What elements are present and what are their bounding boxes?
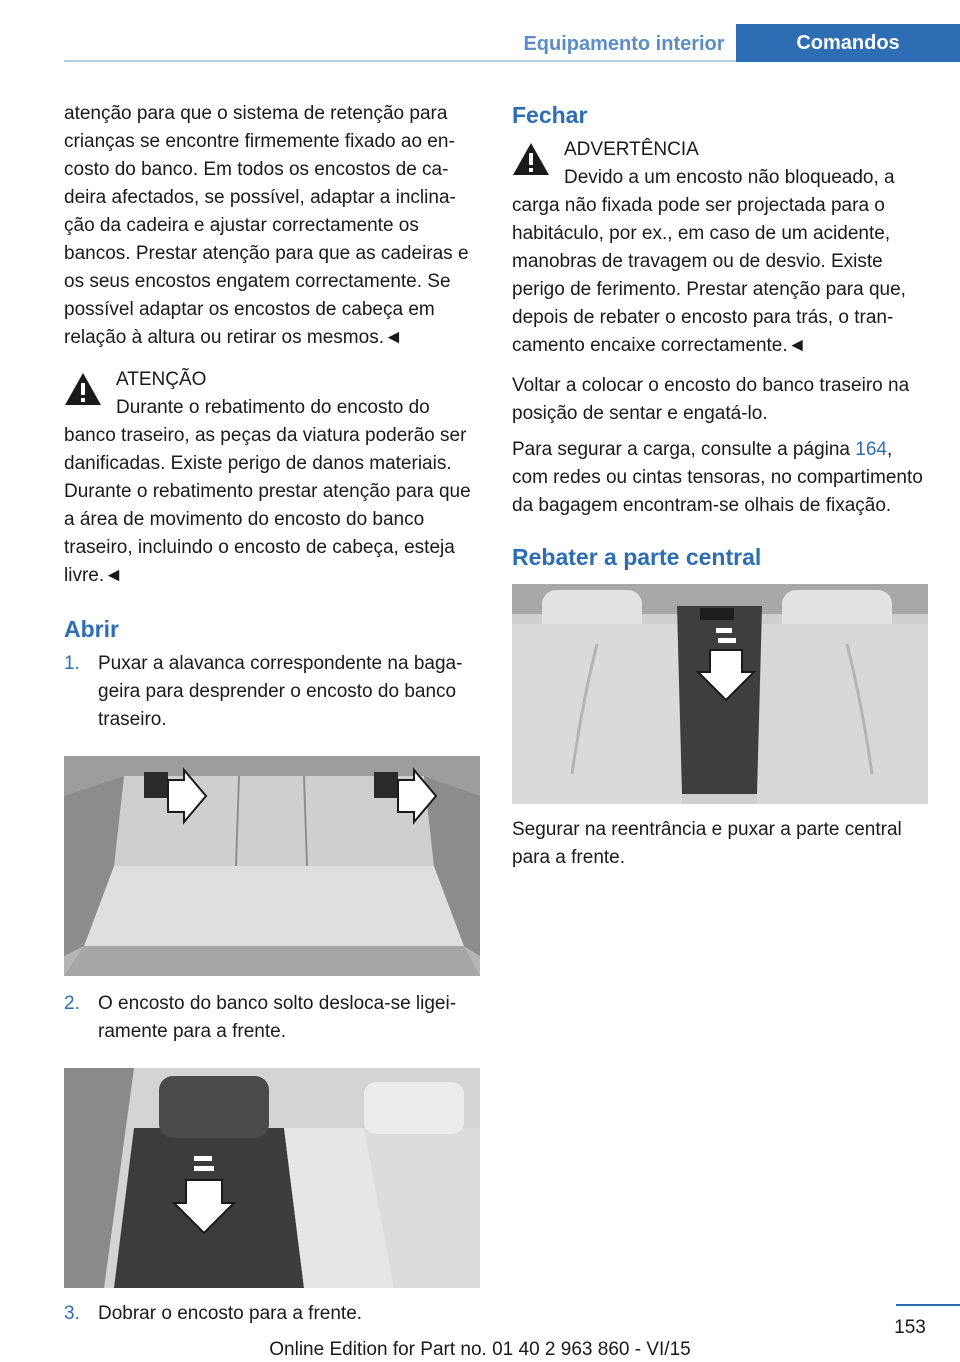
warning-text: carga não fixada pode ser projectada para o habitáculo, por ex., em caso de um acidente, manobras de travagem ou de desvio. Existe perigo de ferimento. Prestar atenção para que, depois de rebater o encosto para trás, o trancamento encaixe correctamente.◄ — [512, 195, 906, 356]
trunk-illustration — [64, 756, 480, 976]
step-text: Puxar a alavanca correspondente na bagageira para desprender o encosto do banco traseiro. — [98, 653, 463, 730]
paragraph-secure-cargo — [512, 436, 928, 520]
step-number: 3. — [64, 1303, 80, 1324]
step-number: 1. — [64, 653, 80, 674]
center-armrest-illustration — [512, 584, 928, 804]
warning-text-first-line: Durante o rebatimento do encosto do — [116, 397, 430, 418]
caption-center-armrest: Segurar na reentrância e puxar a parte central para a frente. — [512, 819, 902, 868]
warning-title: ADVERTÊNCIA — [564, 139, 699, 160]
warning-triangle-icon — [64, 372, 102, 406]
step-item — [64, 1300, 480, 1328]
step-number: 2. — [64, 993, 80, 1014]
step-item — [64, 990, 480, 1046]
right-column — [512, 100, 928, 872]
steps-list — [64, 1300, 480, 1328]
warning-block-atencao — [64, 366, 480, 590]
page-link[interactable]: 164 — [855, 439, 887, 460]
paragraph-secure-cargo-text-end: , com redes ou cintas tensoras, no compartimento da bagagem encontram-se olhais de fixação. — [512, 439, 923, 516]
warning-block-advertencia — [512, 136, 928, 360]
page-number: 153 — [894, 1317, 926, 1338]
warning-triangle-icon — [512, 142, 550, 176]
seat-backrest-photo — [64, 1068, 480, 1288]
step-text: Dobrar o encosto para a frente. — [98, 1303, 363, 1324]
intro-paragraph: atenção para que o sistema de retenção para crianças se encontre firmemente fixado ao encosto do banco. Em todos os encostos de cadeira afectados, se possível, adaptar a inclinação da cadeira e ajustar correctamente os bancos. Prestar atenção para que as cadeiras e os seus encostos engatem correctamente. Se possível adaptar os encostos de cabeça em relação à altura ou retirar os mesmos.◄ — [64, 103, 469, 348]
section-heading-abrir: Abrir — [64, 616, 119, 642]
seat-backrest-illustration — [64, 1068, 480, 1288]
section-heading-rebater: Rebater a parte central — [512, 544, 762, 570]
warning-text: banco traseiro, as peças da viatura poderão ser danificadas. Existe perigo de danos materiais. Durante o rebatimento prestar atenção para que a área de movimento do encosto do banco traseiro, incluindo o encosto de cabeça, esteja livre.◄ — [64, 425, 471, 586]
warning-text-first-line: Devido a um encosto não bloqueado, a — [564, 167, 895, 188]
paragraph-secure-cargo-text: Para segurar a carga, consulte a página — [512, 439, 856, 460]
header-section-label[interactable]: Equipamento interior — [523, 33, 725, 55]
header-tab-active[interactable]: Comandos — [736, 24, 960, 62]
steps-list — [64, 990, 480, 1046]
step-item — [64, 650, 480, 734]
steps-list — [64, 650, 480, 734]
paragraph-reposition: Voltar a colocar o encosto do banco traseiro na posição de sentar e engatá-lo. — [512, 375, 910, 424]
center-armrest-photo — [512, 584, 928, 804]
section-heading-fechar: Fechar — [512, 102, 588, 128]
step-text: O encosto do banco solto desloca-se ligeiramente para a frente. — [98, 993, 457, 1042]
footer-rule — [896, 1304, 960, 1306]
warning-title: ATENÇÃO — [116, 369, 207, 390]
left-column — [64, 100, 480, 1328]
edition-footer: Online Edition for Part no. 01 40 2 963 860 - VI/15 — [269, 1339, 691, 1360]
trunk-photo — [64, 756, 480, 976]
